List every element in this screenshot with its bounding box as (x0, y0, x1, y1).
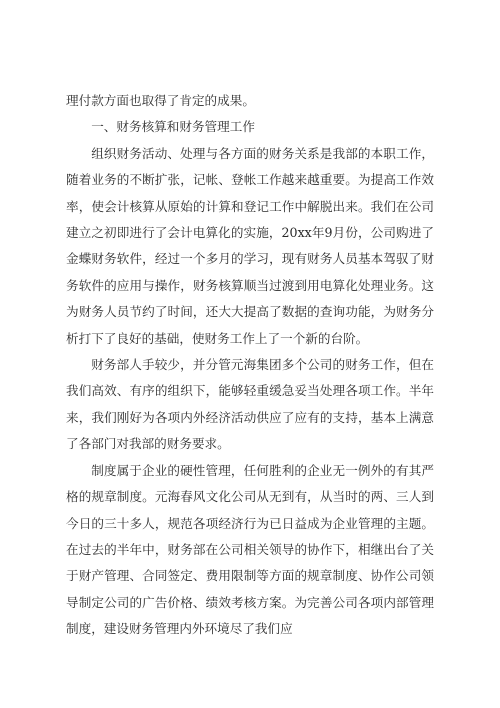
paragraph-continuation: 理付款方面也取得了肯定的成果。 (66, 93, 255, 108)
document-body (66, 88, 434, 643)
paragraph-regulations: 制度属于企业的硬性管理，任何胜利的企业无一例外的有其严格的规章制度。元海春风文化公司从无到有，从当时的两、三人到今日的三十多人，规范各项经济行为已日益成为企业管理的主题。在过去的半年中，财务部在公司相关领导的协作下，相继出台了关于财产管理、合同签定、费用限制等方面的规章制度、协作公司领导制定公司的广告价格、绩效考核方案。为完善公司各项内部管理制度，建设财务管理内外环境尽了我们应 (66, 462, 434, 637)
paragraph-staffing: 财务部人手较少，并分管元海集团多个公司的财务工作，但在我们高效、有序的组织下，能够轻重缓急妥当处理各项工作。半年来，我们刚好为各项内外经济活动供应了应有的支持，基本上满意了各部门对我部的财务要求。 (66, 357, 434, 452)
paragraph-accounting-computerization: 组织财务活动、处理与各方面的财务关系是我部的本职工作，随着业务的不断扩张，记帐、登帐工作越来越重要。为提高工作效率，使会计核算从原始的计算和登记工作中解脱出来。我们在公司建立之初即进行了会计电算化的实施，20xx年9月份，公司购进了金蝶财务软件，经过一个多月的学习，现有财务人员基本驾驭了财务软件的应用与操作，财务核算顺当过渡到用电算化处理业务。这为财务人员节约了时间，还大大提高了数据的查询功能，为财务分析打下了良好的基础，使财务工作上了一个新的台阶。 (66, 145, 434, 346)
section-heading: 一、财务核算和财务管理工作 (91, 119, 255, 135)
